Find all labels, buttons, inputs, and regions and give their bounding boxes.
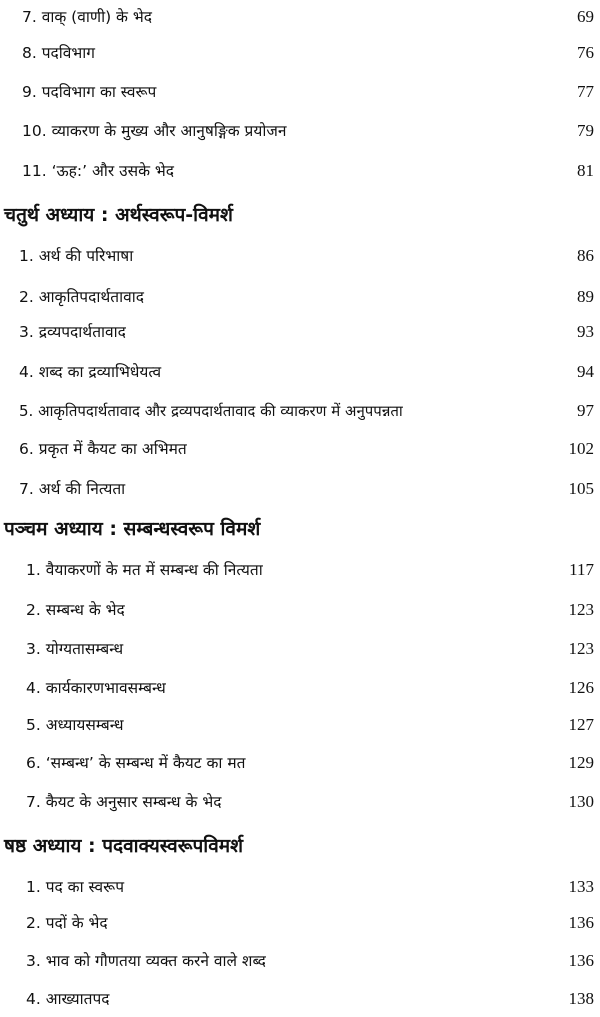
toc-entry <box>0 874 600 900</box>
toc-entry <box>0 118 600 144</box>
toc-entry-label: 1. अर्थ की परिभाषा <box>19 247 134 265</box>
toc-entry-label: 7. अर्थ की नित्यता <box>19 480 126 498</box>
toc-entry-page: 89 <box>577 287 594 306</box>
toc-entry-page: 123 <box>568 600 594 619</box>
toc-entry-label: 2. सम्बन्ध के भेद <box>26 601 125 619</box>
chapter-title: पञ्चम अध्याय : सम्बन्धस्वरूप विमर्श <box>4 518 261 540</box>
toc-entry-page: 77 <box>577 82 594 101</box>
toc-entry <box>0 398 600 424</box>
toc-entry-page: 136 <box>568 913 594 932</box>
toc-entry-label: 7. वाक् (वाणी) के भेद <box>22 8 153 26</box>
toc-entry <box>0 675 600 701</box>
toc-entry <box>0 948 600 974</box>
toc-entry-label: 2. पदों के भेद <box>26 914 108 932</box>
toc-entry <box>0 284 600 310</box>
toc-entry-label: 11. ‘ऊह:’ और उसके भेद <box>22 162 175 180</box>
toc-entry-label: 3. भाव को गौणतया व्यक्त करने वाले शब्द <box>26 952 266 970</box>
toc-entry-label: 2. आकृतिपदार्थतावाद <box>19 288 144 306</box>
toc-entry-label: 4. कार्यकारणभावसम्बन्ध <box>26 679 166 697</box>
toc-entry <box>0 359 600 385</box>
toc-entry-page: 129 <box>568 753 594 772</box>
toc-entry <box>0 910 600 936</box>
toc-entry-page: 105 <box>568 479 594 498</box>
toc-entry-label: 9. पदविभाग का स्वरूप <box>22 83 157 101</box>
toc-entry-label: 7. कैयट के अनुसार सम्बन्ध के भेद <box>26 793 222 811</box>
toc-entry-label: 6. ‘सम्बन्ध’ के सम्बन्ध में कैयट का मत <box>26 754 246 772</box>
toc-entry-label: 1. वैयाकरणों के मत में सम्बन्ध की नित्यता <box>26 561 263 579</box>
toc-entry-label: 5. आकृतिपदार्थतावाद और द्रव्यपदार्थतावाद की व्याकरण में अनुपपन्नता <box>19 402 403 420</box>
toc-entry-page: 76 <box>577 43 594 62</box>
toc-entry <box>0 4 600 30</box>
toc-entry-page: 79 <box>577 121 594 140</box>
toc-entry-page: 117 <box>569 560 594 579</box>
toc-entry <box>0 597 600 623</box>
toc-entry <box>0 750 600 776</box>
toc-entry <box>0 40 600 66</box>
toc-entry-label: 8. पदविभाग <box>22 44 96 62</box>
toc-entry <box>0 79 600 105</box>
toc-entry <box>0 158 600 184</box>
toc-entry-page: 130 <box>568 792 594 811</box>
toc-entry <box>0 557 600 583</box>
toc-entry-page: 136 <box>568 951 594 970</box>
toc-entry <box>0 986 600 1012</box>
toc-entry-page: 123 <box>568 639 594 658</box>
toc-entry-page: 93 <box>577 322 594 341</box>
toc-entry-label: 4. आख्यातपद <box>26 990 110 1008</box>
toc-entry-page: 126 <box>568 678 594 697</box>
toc-entry <box>0 319 600 345</box>
toc-entry <box>0 476 600 502</box>
toc-entry <box>0 436 600 462</box>
toc-entry-page: 127 <box>568 715 594 734</box>
toc-entry-label: 4. शब्द का द्रव्याभिधेयत्व <box>19 363 162 381</box>
toc-entry <box>0 243 600 269</box>
toc-entry-label: 1. पद का स्वरूप <box>26 878 125 896</box>
toc-entry-page: 69 <box>577 7 594 26</box>
toc-entry-page: 102 <box>568 439 594 458</box>
toc-entry-label: 5. अध्यायसम्बन्ध <box>26 716 124 734</box>
chapter-title: चतुर्थ अध्याय : अर्थस्वरूप-विमर्श <box>4 204 233 226</box>
toc-entry-label: 3. योग्यतासम्बन्ध <box>26 640 124 658</box>
toc-entry-label: 3. द्रव्यपदार्थतावाद <box>19 323 126 341</box>
toc-entry-page: 138 <box>568 989 594 1008</box>
toc-entry-page: 97 <box>577 401 594 420</box>
toc-entry <box>0 789 600 815</box>
toc-entry-page: 94 <box>577 362 594 381</box>
toc-entry-page: 86 <box>577 246 594 265</box>
toc-entry-label: 10. व्याकरण के मुख्य और आनुषङ्गिक प्रयोजन <box>22 122 287 140</box>
toc-entry-label: 6. प्रकृत में कैयट का अभिमत <box>19 440 187 458</box>
chapter-title: षष्ठ अध्याय : पदवाक्यस्वरूपविमर्श <box>4 835 244 857</box>
toc-entry-page: 81 <box>577 161 594 180</box>
toc-entry-page: 133 <box>568 877 594 896</box>
toc-entry <box>0 636 600 662</box>
toc-entry <box>0 712 600 738</box>
